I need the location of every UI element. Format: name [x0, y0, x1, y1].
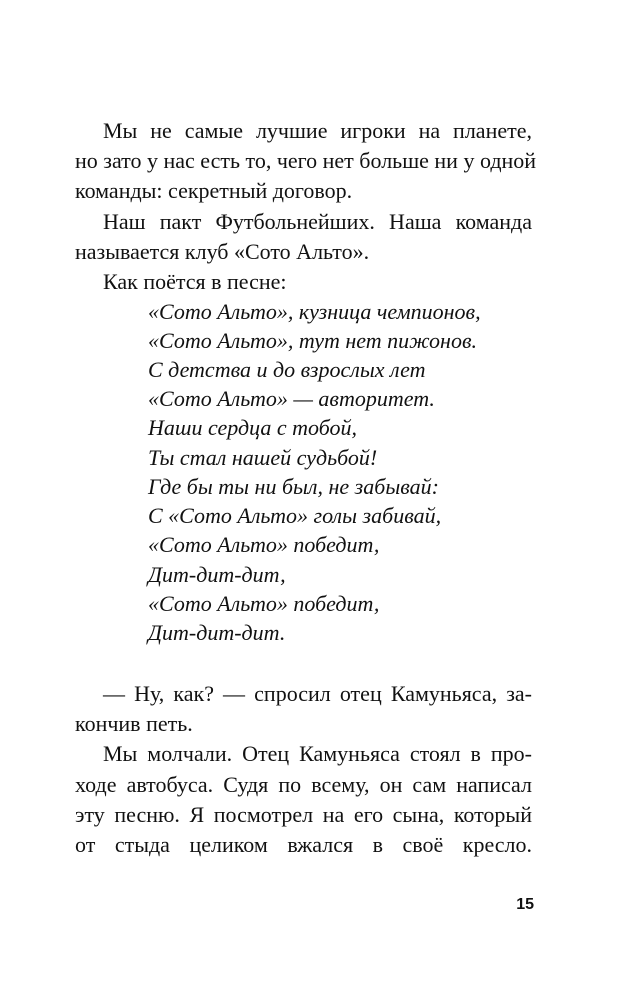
- paragraph-5-line-2: ходе автобуса. Судя по всему, он сам написал: [75, 772, 532, 797]
- paragraph-3-line-1: Как поётся в песне:: [103, 269, 287, 294]
- song-line: «Сото Альто» — авторитет.: [148, 386, 435, 411]
- page-number: 15: [516, 896, 534, 913]
- paragraph-1-line-1: Мы не самые лучшие игроки на планете,: [103, 118, 532, 143]
- song-line: Дит-дит-дит,: [148, 562, 286, 587]
- paragraph-2-line-1: Наш пакт Футбольнейших. Наша команда: [103, 209, 532, 234]
- song-line: С детства и до взрослых лет: [148, 357, 426, 382]
- paragraph-4-line-2: кончив петь.: [75, 711, 193, 736]
- song-line: Где бы ты ни был, не забывай:: [148, 474, 439, 499]
- song-line: Ты стал нашей судьбой!: [148, 445, 378, 470]
- song-line: «Сото Альто», кузница чемпионов,: [148, 299, 481, 324]
- paragraph-4-line-1: — Ну, как? — спросил отец Камуньяса, за-: [103, 681, 532, 706]
- song-line: Дит-дит-дит.: [148, 620, 286, 645]
- paragraph-1-line-3: команды: секретный договор.: [75, 178, 353, 203]
- song-line: «Сото Альто» победит,: [148, 532, 380, 557]
- song-line: «Сото Альто», тут нет пижонов.: [148, 328, 478, 353]
- song-line: Наши сердца с тобой,: [148, 415, 357, 440]
- paragraph-5-line-3: эту песню. Я посмотрел на его сына, который: [75, 802, 532, 827]
- paragraph-2-line-2: называется клуб «Сото Альто».: [75, 239, 370, 264]
- paragraph-5-line-4: от стыда целиком вжался в своё кресло.: [75, 832, 532, 857]
- song-line: «Сото Альто» победит,: [148, 591, 380, 616]
- paragraph-1-line-2: но зато у нас есть то, чего нет больше ни у одной: [75, 148, 537, 173]
- paragraph-5-line-1: Мы молчали. Отец Камуньяса стоял в про-: [103, 741, 532, 766]
- song-line: С «Сото Альто» голы забивай,: [148, 503, 442, 528]
